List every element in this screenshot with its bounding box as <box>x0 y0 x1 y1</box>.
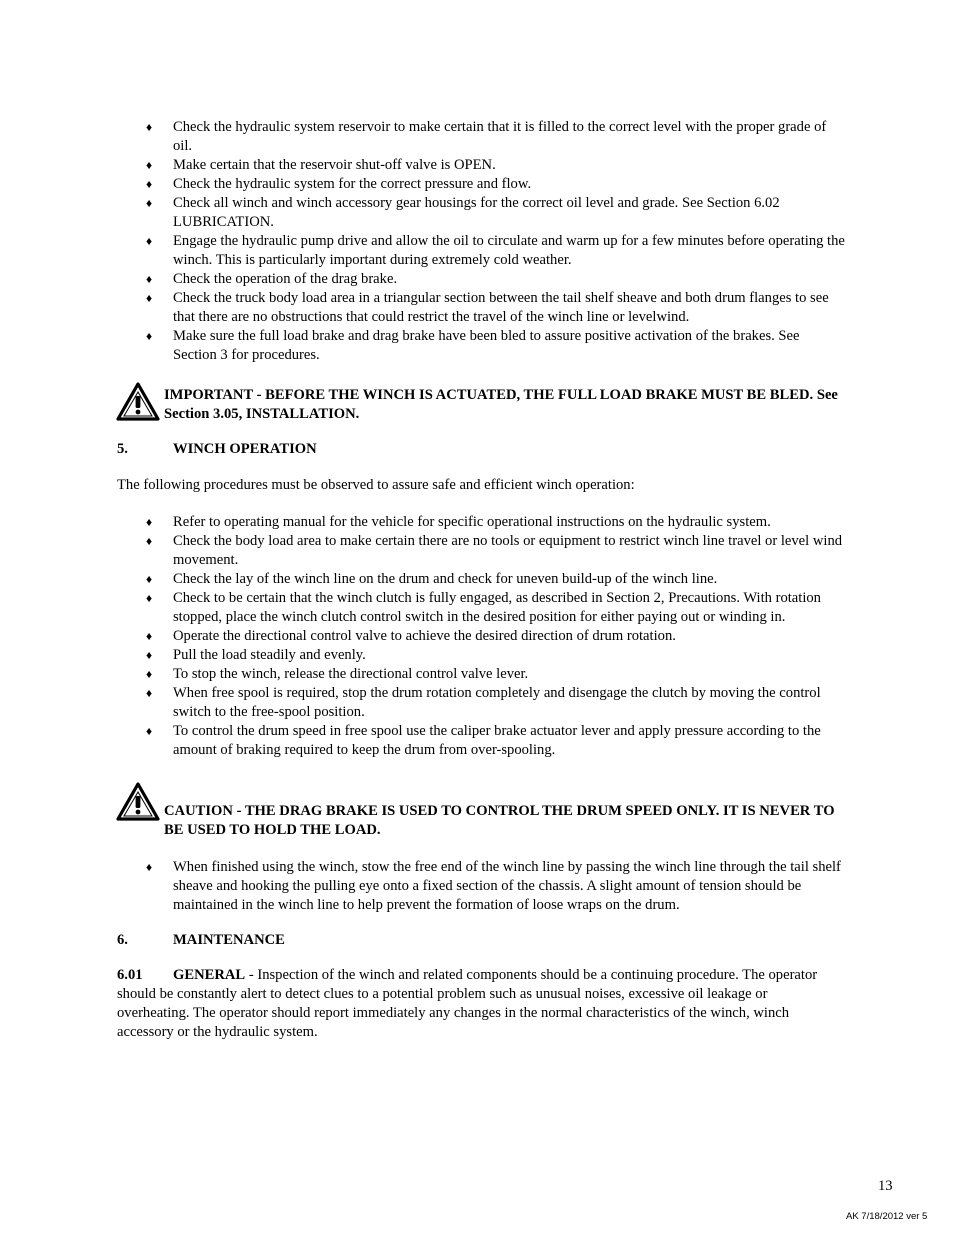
list-item: ♦ Make sure the full load brake and drag brake have been bled to assure positive activation of the brakes. See Section 3 for procedures. <box>146 328 800 363</box>
section-5-intro: The following procedures must be observed to assure safe and efficient winch operation: <box>117 477 635 493</box>
section-title: WINCH OPERATION <box>173 441 317 457</box>
list-item: ♦ To control the drum speed in free spool use the caliper brake actuator lever and apply pressure according to the amount of braking required to keep the drum from over-spooling. <box>146 723 821 758</box>
diamond-bullet-icon: ♦ <box>146 591 153 605</box>
diamond-bullet-icon: ♦ <box>146 158 153 172</box>
list-item: ♦ When finished using the winch, stow the free end of the winch line by passing the winch line through the tail shelf sheave and hooking the pulling eye onto a fixed section of the chassis. A slight amount of tension should be maintained in the winch line to help prevent the formation of loose wraps on the drum. <box>146 859 841 913</box>
subsection-title: GENERAL <box>173 967 246 983</box>
list-item: ♦ Refer to operating manual for the vehicle for specific operational instructions on the hydraulic system. <box>146 514 771 530</box>
list-item: ♦ To stop the winch, release the directional control valve lever. <box>146 666 529 682</box>
list-item: ♦ Check the hydraulic system for the correct pressure and flow. <box>146 176 532 192</box>
pre-operation-checklist <box>146 118 846 365</box>
warning-triangle-icon <box>116 382 160 422</box>
warning-triangle-icon <box>116 782 160 822</box>
section-number: 5. <box>117 441 128 457</box>
list-item: ♦ Check to be certain that the winch clutch is fully engaged, as described in Section 2, Precautions. With rotation stopped, place the winch clutch control switch in the desired position for either paying out or winding in. <box>146 590 821 625</box>
section-title: MAINTENANCE <box>173 932 285 948</box>
caution-notice <box>116 802 846 840</box>
winch-operation-steps <box>146 513 846 760</box>
page-number: 13 <box>878 1178 893 1194</box>
diamond-bullet-icon: ♦ <box>146 196 153 210</box>
diamond-bullet-icon: ♦ <box>146 724 153 738</box>
section-5-heading <box>117 440 317 459</box>
important-notice <box>116 386 846 424</box>
section-6-01-paragraph <box>117 966 839 1042</box>
section-number: 6. <box>117 932 128 948</box>
caution-text: CAUTION - THE DRAG BRAKE IS USED TO CONTROL THE DRUM SPEED ONLY. IT IS NEVER TO BE USED TO HOLD THE LOAD. <box>164 803 835 838</box>
diamond-bullet-icon: ♦ <box>146 860 153 874</box>
footer-version: AK 7/18/2012 ver 5 <box>846 1211 928 1222</box>
diamond-bullet-icon: ♦ <box>146 667 153 681</box>
diamond-bullet-icon: ♦ <box>146 534 153 548</box>
diamond-bullet-icon: ♦ <box>146 629 153 643</box>
list-item: ♦ Check the hydraulic system reservoir to make certain that it is filled to the correct level with the proper grade of oil. <box>146 119 827 154</box>
list-item: ♦ Check the body load area to make certain there are no tools or equipment to restrict winch line travel or level wind movement. <box>146 533 843 568</box>
diamond-bullet-icon: ♦ <box>146 234 153 248</box>
diamond-bullet-icon: ♦ <box>146 272 153 286</box>
subsection-number: 6.01 <box>117 967 143 983</box>
list-item: ♦ Check the lay of the winch line on the drum and check for uneven build-up of the winch line. <box>146 571 718 587</box>
list-item: ♦ Pull the load steadily and evenly. <box>146 647 366 663</box>
diamond-bullet-icon: ♦ <box>146 515 153 529</box>
section-6-heading <box>117 931 285 950</box>
list-item: ♦ Check all winch and winch accessory gear housings for the correct oil level and grade. See Section 6.02 LUBRICATION. <box>146 195 780 230</box>
diamond-bullet-icon: ♦ <box>146 329 153 343</box>
finish-steps <box>146 858 846 915</box>
diamond-bullet-icon: ♦ <box>146 572 153 586</box>
list-item: ♦ Engage the hydraulic pump drive and allow the oil to circulate and warm up for a few minutes before operating the winch. This is particularly important during extremely cold weather. <box>146 233 845 268</box>
important-text: IMPORTANT - BEFORE THE WINCH IS ACTUATED, THE FULL LOAD BRAKE MUST BE BLED. See Section 3.05, INSTALLATION. <box>164 387 838 422</box>
diamond-bullet-icon: ♦ <box>146 648 153 662</box>
diamond-bullet-icon: ♦ <box>146 686 153 700</box>
list-item: ♦ Make certain that the reservoir shut-off valve is OPEN. <box>146 157 496 173</box>
list-item: ♦ When free spool is required, stop the drum rotation completely and disengage the clutch by moving the control switch to the free-spool position. <box>146 685 821 720</box>
diamond-bullet-icon: ♦ <box>146 120 153 134</box>
diamond-bullet-icon: ♦ <box>146 177 153 191</box>
list-item: ♦ Check the operation of the drag brake. <box>146 271 398 287</box>
subsection-text: - Inspection of the winch and related components should be a continuing procedure. The operator should be constantly alert to detect clues to a potential problem such as unusual noises, excessive oil leakage or overheating. The operator should report immediately any changes in the normal characteristics of the winch, winch accessory or the hydraulic system. <box>117 967 818 1040</box>
list-item: ♦ Check the truck body load area in a triangular section between the tail shelf sheave and both drum flanges to see that there are no obstructions that could restrict the travel of the winch line or levelwind. <box>146 290 829 325</box>
list-item: ♦ Operate the directional control valve to achieve the desired direction of drum rotation. <box>146 628 676 644</box>
diamond-bullet-icon: ♦ <box>146 291 153 305</box>
